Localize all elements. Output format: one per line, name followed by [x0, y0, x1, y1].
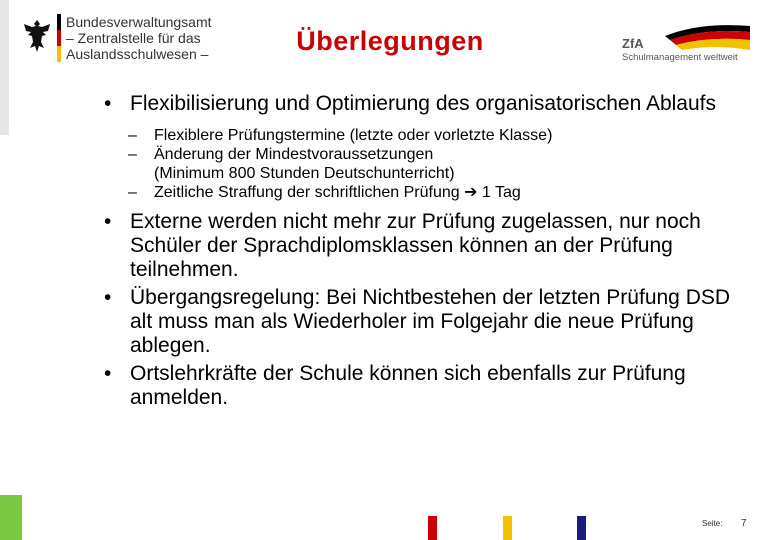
bullet-icon: • [104, 286, 112, 309]
sub-bullet-item [128, 126, 748, 145]
page-label: Seite: [702, 519, 723, 528]
bullet-icon: • [104, 210, 112, 233]
org-line-2: – Zentralstelle für das [66, 30, 201, 46]
sub-bullet-item [128, 145, 748, 164]
bullet-text: Flexibilisierung und Optimierung des organisatorischen Ablaufs [130, 92, 716, 115]
dash-icon: – [128, 146, 137, 163]
sub-bullet-text: Flexiblere Prüfungstermine (letzte oder vorletzte Klasse) [154, 127, 553, 144]
left-accent-bar [0, 0, 9, 135]
bullet-item [104, 362, 748, 410]
footer-bar-gold [503, 516, 512, 540]
zfa-subtitle: Schulmanagement weltweit [622, 52, 738, 63]
left-accent-bar-bottom [0, 495, 22, 540]
footer-bar-red [428, 516, 437, 540]
zfa-logo-text: ZfA [622, 36, 644, 51]
dash-icon: – [128, 184, 137, 201]
bullet-item [104, 210, 748, 282]
org-line-3: Auslandsschulwesen – [66, 46, 209, 62]
bullet-text: Ortslehrkräfte der Schule können sich ebenfalls zur Prüfung anmelden. [130, 362, 686, 409]
bullet-text: Übergangsregelung: Bei Nichtbestehen der letzten Prüfung DSD alt muss man als Wiederholer im Folgejahr die neue Prüfung ablegen. [130, 286, 731, 357]
slide-content [104, 92, 748, 410]
sub-bullet-text: Änderung der Mindestvoraussetzungen [154, 146, 434, 163]
sub-bullet-text: Zeitliche Straffung der schriftlichen Prüfung ➔ 1 Tag [154, 184, 521, 201]
sub-bullet-text: (Minimum 800 Stunden Deutschunterricht) [154, 165, 455, 182]
footer-bar-blue [577, 516, 586, 540]
bullet-text: Externe werden nicht mehr zur Prüfung zugelassen, nur noch Schüler der Sprachdiplomsklassen können an der Prüfung teilnehmen. [130, 210, 701, 281]
sub-bullet-item [128, 183, 748, 202]
bullet-icon: • [104, 92, 112, 115]
bullet-icon: • [104, 362, 112, 385]
page-number: 7 [741, 518, 747, 529]
slide-title: Überlegungen [296, 26, 484, 56]
sub-bullet-list [128, 126, 748, 202]
sub-bullet-continuation [128, 164, 748, 183]
bullet-item [104, 286, 748, 358]
dash-icon: – [128, 127, 137, 144]
bullet-item [104, 92, 748, 116]
org-line-1: Bundesverwaltungsamt [66, 14, 212, 30]
